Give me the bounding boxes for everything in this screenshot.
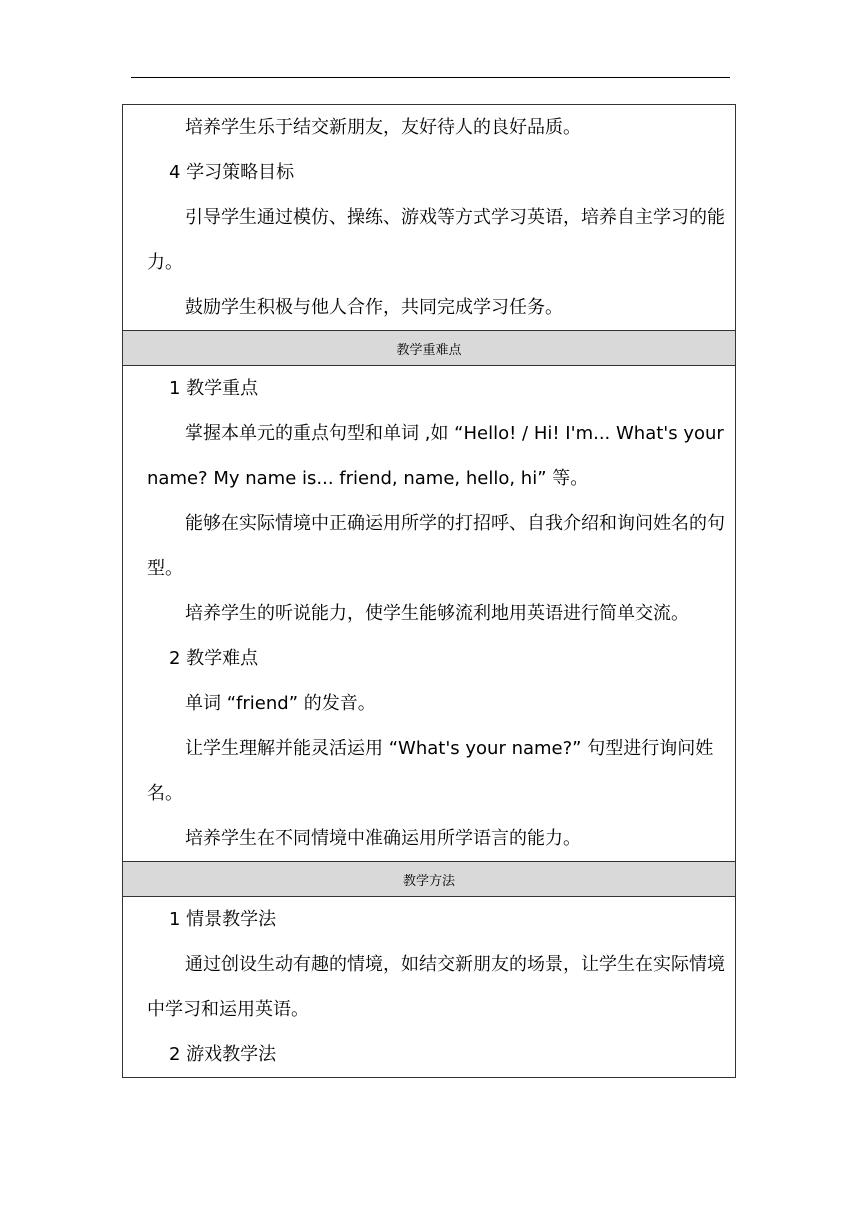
paragraph: 让学生理解并能灵活运用 “What's your name?” 句型进行询问姓名。 xyxy=(147,738,714,804)
paragraph: 鼓励学生积极与他人合作，共同完成学习任务。 xyxy=(185,297,563,318)
paragraph: 能够在实际情境中正确运用所学的打招呼、自我介绍和询问姓名的句型。 xyxy=(147,513,725,579)
numbered-heading: 1 情景教学法 xyxy=(169,909,277,930)
numbered-heading: 2 教学难点 xyxy=(169,648,259,669)
objectives-cell xyxy=(123,105,735,330)
numbered-heading: 2 游戏教学法 xyxy=(169,1044,277,1065)
paragraph: 培养学生在不同情境中准确运用所学语言的能力。 xyxy=(185,828,581,849)
paragraph: 掌握本单元的重点句型和单词 ,如 “Hello! / Hi! I'm... What's your name? My name is... friend, name, hello, hi” 等。 xyxy=(147,423,724,489)
numbered-heading: 1 教学重点 xyxy=(169,378,259,399)
numbered-heading: 4 学习策略目标 xyxy=(169,162,295,183)
key-points-cell xyxy=(123,366,735,861)
section-heading-methods xyxy=(123,861,735,897)
section-heading-label: 教学重难点 xyxy=(396,342,462,358)
paragraph: 通过创设生动有趣的情境，如结交新朋友的场景，让学生在实际情境中学习和运用英语。 xyxy=(147,954,725,1020)
paragraph: 培养学生乐于结交新朋友，友好待人的良好品质。 xyxy=(185,117,581,138)
header-rule xyxy=(131,77,730,78)
section-heading-label: 教学方法 xyxy=(402,873,455,889)
methods-cell xyxy=(123,897,735,1077)
paragraph: 单词 “friend” 的发音。 xyxy=(185,693,376,714)
lesson-plan-table xyxy=(122,104,736,1078)
paragraph: 引导学生通过模仿、操练、游戏等方式学习英语，培养自主学习的能力。 xyxy=(147,207,725,273)
paragraph: 培养学生的听说能力，使学生能够流利地用英语进行简单交流。 xyxy=(185,603,689,624)
section-heading-key-points xyxy=(123,330,735,366)
